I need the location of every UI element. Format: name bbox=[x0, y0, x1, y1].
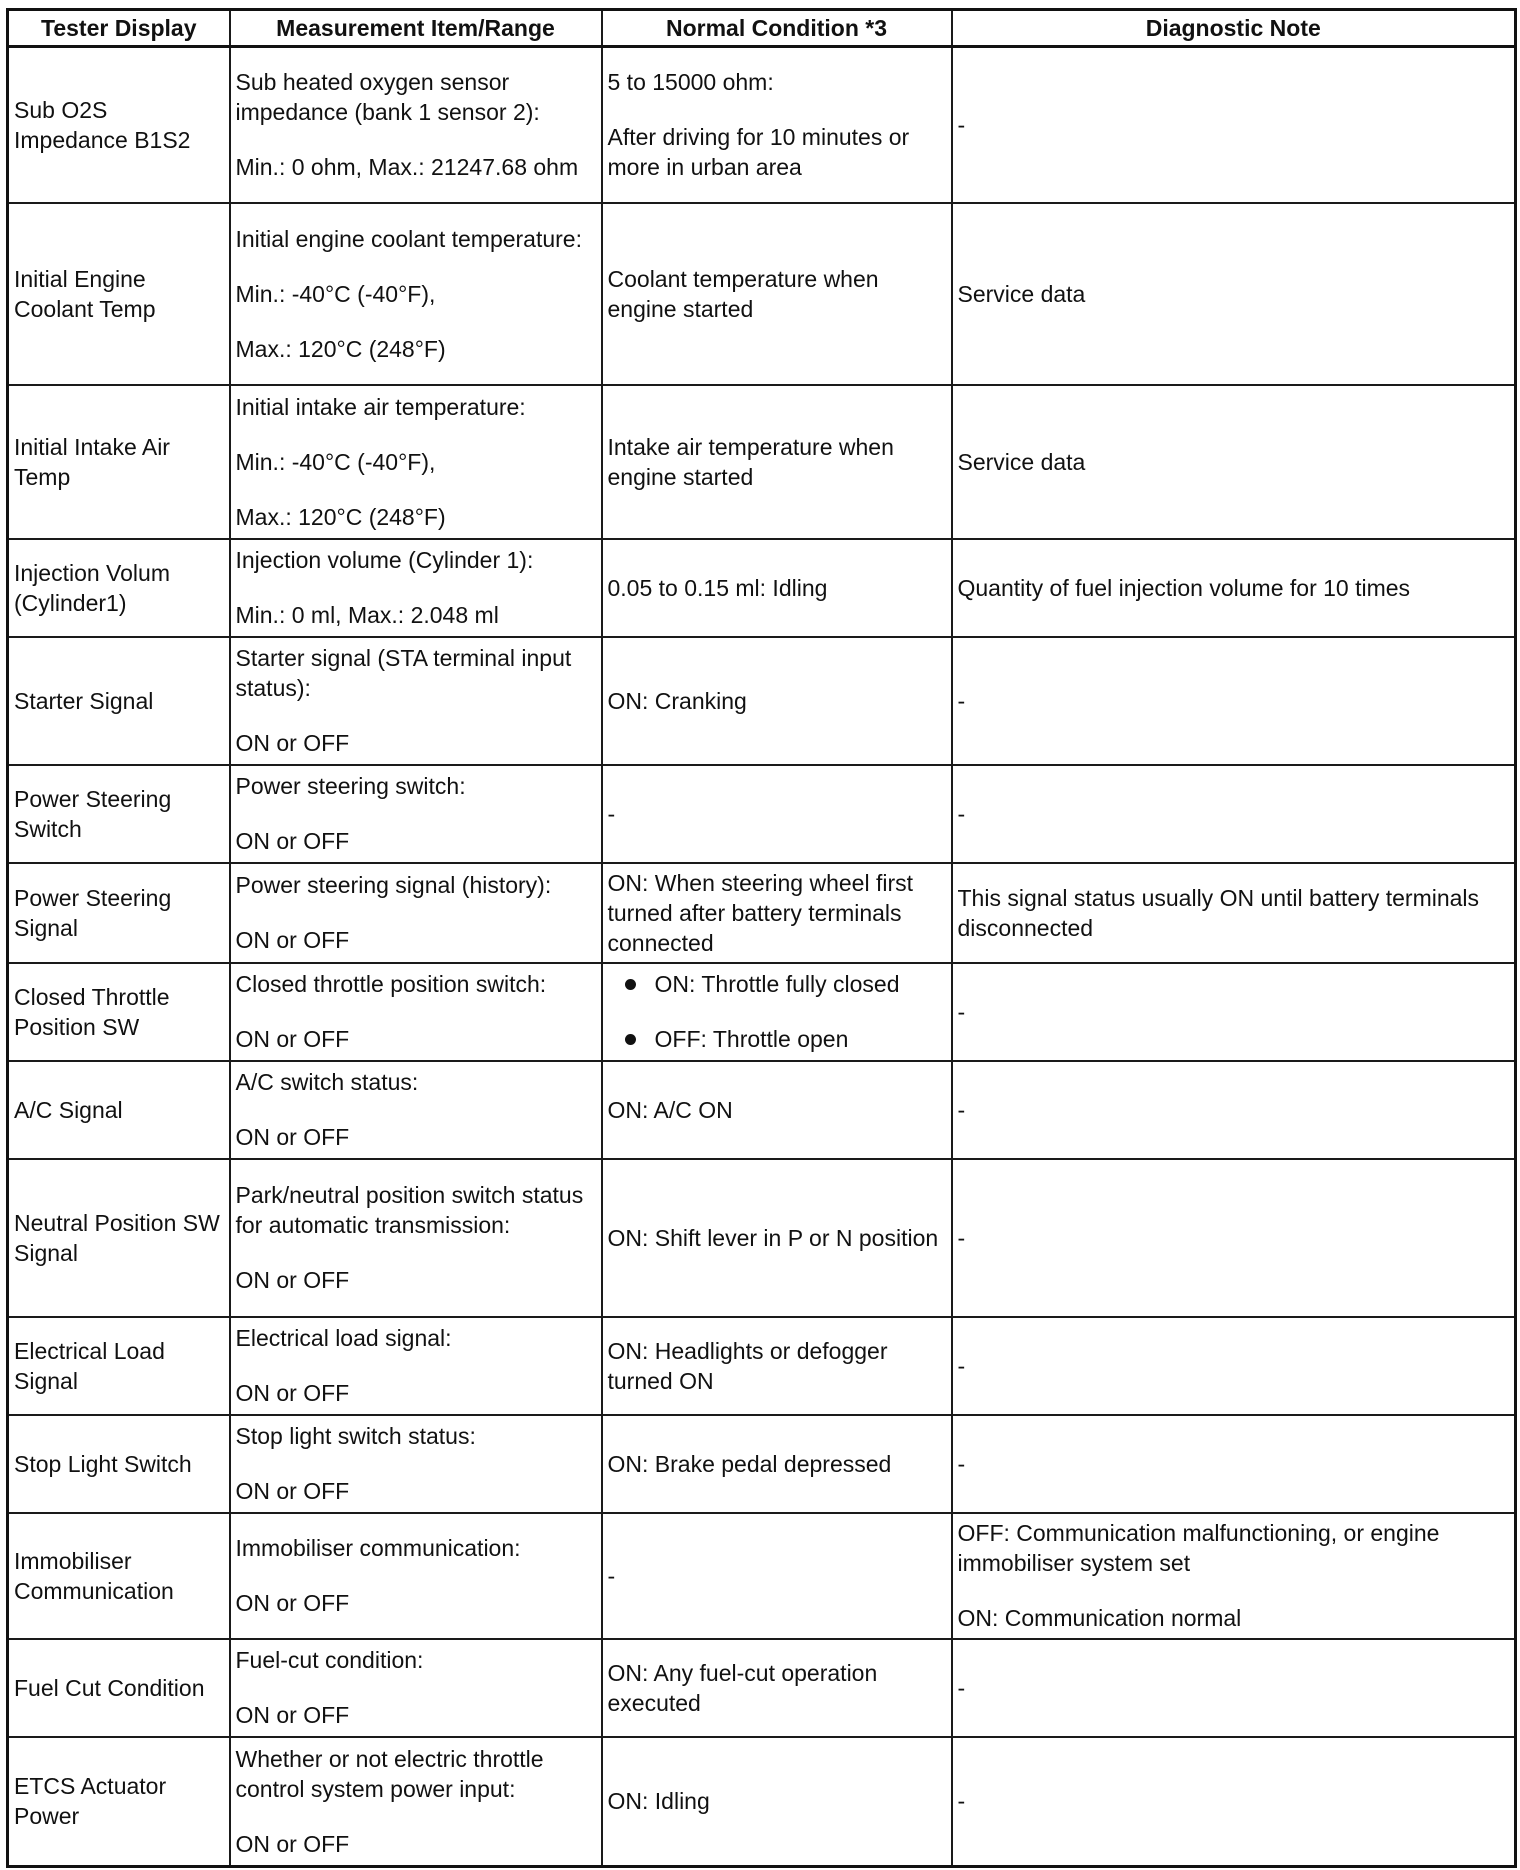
measurement-line: A/C switch status: bbox=[235, 1069, 419, 1095]
diagnostic-note-line: - bbox=[957, 998, 966, 1025]
normal-condition-cell bbox=[602, 963, 952, 1061]
measurement-line: Initial intake air temperature: bbox=[235, 393, 526, 420]
diagnostic-note-cell bbox=[952, 1737, 1516, 1867]
diagnostic-note-cell bbox=[952, 1317, 1516, 1415]
measurement-cell bbox=[230, 1415, 602, 1513]
table-row bbox=[8, 47, 1516, 203]
measurement-line: Sub heated oxygen sensor impedance (bank 1 sensor 2): bbox=[235, 69, 540, 126]
tester-display-cell: A/C Signal bbox=[8, 1061, 230, 1159]
diagnostic-note-cell bbox=[952, 963, 1516, 1061]
measurement-gap bbox=[236, 1563, 596, 1588]
measurement-cell bbox=[230, 47, 602, 203]
diagnostic-note-cell bbox=[952, 1159, 1516, 1317]
measurement-line: Fuel-cut condition: bbox=[235, 1647, 424, 1673]
table-row bbox=[8, 1415, 1516, 1513]
measurement-line: Power steering switch: bbox=[235, 773, 466, 799]
normal-condition-cell bbox=[602, 1415, 952, 1513]
measurement-line: Initial engine coolant temperature: bbox=[235, 225, 582, 252]
tester-display-cell: Starter Signal bbox=[8, 637, 230, 765]
table-row bbox=[8, 203, 1516, 385]
tester-display-cell: Power Steering Signal bbox=[8, 863, 230, 963]
measurement-line: ON or OFF bbox=[235, 1124, 350, 1150]
measurement-line: ON or OFF bbox=[235, 1267, 350, 1293]
header-measurement-item: Measurement Item/Range bbox=[230, 10, 602, 47]
measurement-cell bbox=[230, 203, 602, 385]
measurement-cell bbox=[230, 1159, 602, 1317]
tester-display-cell: ETCS Actuator Power bbox=[8, 1737, 230, 1867]
measurement-line: ON or OFF bbox=[235, 1478, 350, 1504]
normal-condition-cell bbox=[602, 1061, 952, 1159]
diagnostic-note-cell bbox=[952, 47, 1516, 203]
diagnostic-note-line: - bbox=[957, 111, 966, 138]
measurement-cell bbox=[230, 1317, 602, 1415]
measurement-gap bbox=[236, 1804, 596, 1829]
normal-condition-line: - bbox=[607, 1562, 616, 1589]
normal-condition-cell bbox=[602, 539, 952, 637]
tester-display-cell: Initial Intake Air Temp bbox=[8, 385, 230, 539]
normal-condition-line: ON: When steering wheel first turned after battery terminals connected bbox=[607, 869, 914, 956]
diagnostic-note-cell bbox=[952, 1415, 1516, 1513]
measurement-cell bbox=[230, 863, 602, 963]
tester-display-cell: Electrical Load Signal bbox=[8, 1317, 230, 1415]
measurement-cell bbox=[230, 1639, 602, 1737]
tester-display-cell: Fuel Cut Condition bbox=[8, 1639, 230, 1737]
measurement-gap bbox=[236, 1353, 596, 1378]
measurement-line: Electrical load signal: bbox=[235, 1325, 452, 1351]
header-row bbox=[8, 10, 1516, 47]
diagnostic-note-line: OFF: Communication malfunctioning, or engine immobiliser system set bbox=[957, 1520, 1440, 1576]
table-row bbox=[8, 1061, 1516, 1159]
table-header bbox=[8, 10, 1516, 47]
normal-condition-line: ON: Shift lever in P or N position bbox=[607, 1224, 939, 1251]
table-row bbox=[8, 765, 1516, 863]
diagnostic-note-line: - bbox=[957, 1352, 966, 1379]
measurement-gap bbox=[236, 254, 596, 279]
bullet-text: OFF: Throttle open bbox=[654, 1026, 849, 1052]
measurement-gap bbox=[236, 477, 596, 502]
measurement-cell bbox=[230, 385, 602, 539]
measurement-gap bbox=[236, 1240, 596, 1265]
header-normal-condition: Normal Condition *3 bbox=[602, 10, 952, 47]
normal-condition-line: 0.05 to 0.15 ml: Idling bbox=[607, 574, 828, 601]
table-row bbox=[8, 637, 1516, 765]
measurement-line: ON or OFF bbox=[235, 730, 350, 756]
diagnostic-note-cell bbox=[952, 1639, 1516, 1737]
measurement-line: Closed throttle position switch: bbox=[235, 971, 547, 997]
measurement-cell bbox=[230, 637, 602, 765]
normal-condition-line: ON: Idling bbox=[607, 1788, 710, 1815]
diagnostic-note-line: Service data bbox=[957, 448, 1086, 475]
data-list-table-wrapper bbox=[6, 8, 1517, 1868]
measurement-gap bbox=[236, 127, 596, 152]
measurement-line: ON or OFF bbox=[235, 1590, 350, 1616]
diagnostic-note-cell bbox=[952, 1061, 1516, 1159]
normal-condition-cell bbox=[602, 1737, 952, 1867]
diagnostic-note-line: - bbox=[957, 1450, 966, 1477]
measurement-gap bbox=[236, 999, 596, 1024]
table-row bbox=[8, 1317, 1516, 1415]
data-list-table bbox=[6, 8, 1517, 1868]
measurement-cell bbox=[230, 1737, 602, 1867]
diagnostic-note-line: Quantity of fuel injection volume for 10 times bbox=[957, 574, 1411, 601]
measurement-gap bbox=[236, 422, 596, 447]
measurement-line: Min.: -40°C (-40°F), bbox=[235, 448, 436, 475]
diagnostic-note-line: This signal status usually ON until battery terminals disconnected bbox=[957, 884, 1480, 941]
measurement-line: ON or OFF bbox=[235, 828, 350, 854]
normal-condition-cell bbox=[602, 1159, 952, 1317]
table-row bbox=[8, 385, 1516, 539]
tester-display-cell: Immobiliser Communication bbox=[8, 1513, 230, 1639]
table-body bbox=[8, 47, 1516, 1867]
table-row bbox=[8, 863, 1516, 963]
measurement-line: Min.: -40°C (-40°F), bbox=[235, 280, 436, 307]
tester-display-cell: Injection Volum (Cylinder1) bbox=[8, 539, 230, 637]
measurement-line: Park/neutral position switch status for automatic transmission: bbox=[235, 1182, 584, 1238]
measurement-line: Max.: 120°C (248°F) bbox=[235, 335, 446, 362]
measurement-line: Injection volume (Cylinder 1): bbox=[235, 547, 534, 573]
normal-condition-line: ON: Any fuel-cut operation executed bbox=[607, 1659, 878, 1716]
measurement-cell bbox=[230, 1513, 602, 1639]
diagnostic-note-line: ON: Communication normal bbox=[957, 1605, 1242, 1631]
measurement-line: Min.: 0 ml, Max.: 2.048 ml bbox=[235, 602, 499, 628]
normal-condition-cell bbox=[602, 203, 952, 385]
diagnostic-note-line: Service data bbox=[957, 280, 1086, 307]
measurement-gap bbox=[236, 575, 596, 600]
tester-display-cell: Initial Engine Coolant Temp bbox=[8, 203, 230, 385]
table-row bbox=[8, 1513, 1516, 1639]
measurement-cell bbox=[230, 1061, 602, 1159]
measurement-line: ON or OFF bbox=[235, 927, 350, 953]
normal-condition-bullets bbox=[608, 969, 946, 1054]
normal-condition-line: Intake air temperature when engine started bbox=[607, 433, 894, 490]
diagnostic-note-cell bbox=[952, 203, 1516, 385]
measurement-gap bbox=[236, 703, 596, 728]
measurement-line: Whether or not electric throttle control system power input: bbox=[235, 1745, 544, 1802]
measurement-line: Max.: 120°C (248°F) bbox=[235, 503, 446, 530]
tester-display-cell: Neutral Position SW Signal bbox=[8, 1159, 230, 1317]
table-row bbox=[8, 1737, 1516, 1867]
tester-display-cell: Power Steering Switch bbox=[8, 765, 230, 863]
diagnostic-note-cell bbox=[952, 637, 1516, 765]
table-row bbox=[8, 963, 1516, 1061]
measurement-gap bbox=[236, 1451, 596, 1476]
measurement-gap bbox=[236, 309, 596, 334]
diagnostic-note-gap bbox=[958, 1578, 1510, 1603]
measurement-cell bbox=[230, 963, 602, 1061]
normal-condition-cell bbox=[602, 385, 952, 539]
normal-condition-cell bbox=[602, 637, 952, 765]
measurement-line: Starter signal (STA terminal input status): bbox=[235, 645, 572, 701]
measurement-line: Min.: 0 ohm, Max.: 21247.68 ohm bbox=[235, 154, 579, 181]
normal-condition-cell bbox=[602, 1639, 952, 1737]
normal-condition-cell bbox=[602, 47, 952, 203]
bullet-text: ON: Throttle fully closed bbox=[654, 971, 900, 997]
measurement-line: ON or OFF bbox=[235, 1380, 350, 1406]
diagnostic-note-line: - bbox=[957, 1224, 966, 1251]
diagnostic-note-line: - bbox=[957, 1788, 966, 1815]
header-tester-display: Tester Display bbox=[8, 10, 230, 47]
bullet-item bbox=[608, 969, 946, 999]
header-diagnostic-note: Diagnostic Note bbox=[952, 10, 1516, 47]
measurement-gap bbox=[236, 801, 596, 826]
diagnostic-note-cell bbox=[952, 1513, 1516, 1639]
diagnostic-note-line: - bbox=[957, 687, 966, 714]
measurement-gap bbox=[236, 1675, 596, 1700]
normal-condition-cell bbox=[602, 863, 952, 963]
normal-condition-cell bbox=[602, 1513, 952, 1639]
normal-condition-line: After driving for 10 minutes or more in urban area bbox=[607, 124, 910, 181]
tester-display-cell: Closed Throttle Position SW bbox=[8, 963, 230, 1061]
bullet-dot-icon bbox=[625, 979, 636, 990]
normal-condition-line: 5 to 15000 ohm: bbox=[607, 69, 774, 96]
diagnostic-note-line: - bbox=[957, 800, 966, 827]
diagnostic-note-line: - bbox=[957, 1674, 966, 1701]
measurement-gap bbox=[236, 1097, 596, 1122]
measurement-line: Power steering signal (history): bbox=[235, 872, 552, 898]
diagnostic-note-cell bbox=[952, 539, 1516, 637]
table-row bbox=[8, 1639, 1516, 1737]
normal-condition-line: Coolant temperature when engine started bbox=[607, 265, 879, 322]
measurement-line: ON or OFF bbox=[235, 1702, 350, 1728]
normal-condition-line: - bbox=[607, 800, 616, 827]
tester-display-cell: Sub O2S Impedance B1S2 bbox=[8, 47, 230, 203]
diagnostic-note-line: - bbox=[957, 1096, 966, 1123]
normal-condition-line: ON: A/C ON bbox=[607, 1096, 733, 1123]
measurement-line: ON or OFF bbox=[235, 1830, 350, 1857]
tester-display-cell: Stop Light Switch bbox=[8, 1415, 230, 1513]
table-row bbox=[8, 1159, 1516, 1317]
table-row bbox=[8, 539, 1516, 637]
normal-condition-gap bbox=[608, 97, 946, 122]
diagnostic-note-cell bbox=[952, 863, 1516, 963]
measurement-line: Immobiliser communication: bbox=[235, 1535, 521, 1561]
measurement-line: Stop light switch status: bbox=[235, 1423, 476, 1449]
normal-condition-cell bbox=[602, 1317, 952, 1415]
measurement-cell bbox=[230, 539, 602, 637]
normal-condition-line: ON: Brake pedal depressed bbox=[607, 1450, 892, 1477]
measurement-cell bbox=[230, 765, 602, 863]
bullet-item bbox=[608, 1024, 946, 1054]
normal-condition-line: ON: Cranking bbox=[607, 687, 747, 714]
diagnostic-note-cell bbox=[952, 385, 1516, 539]
normal-condition-cell bbox=[602, 765, 952, 863]
diagnostic-note-cell bbox=[952, 765, 1516, 863]
bullet-dot-icon bbox=[625, 1034, 636, 1045]
normal-condition-line: ON: Headlights or defogger turned ON bbox=[607, 1337, 888, 1394]
measurement-line: ON or OFF bbox=[235, 1026, 350, 1052]
measurement-gap bbox=[236, 900, 596, 925]
